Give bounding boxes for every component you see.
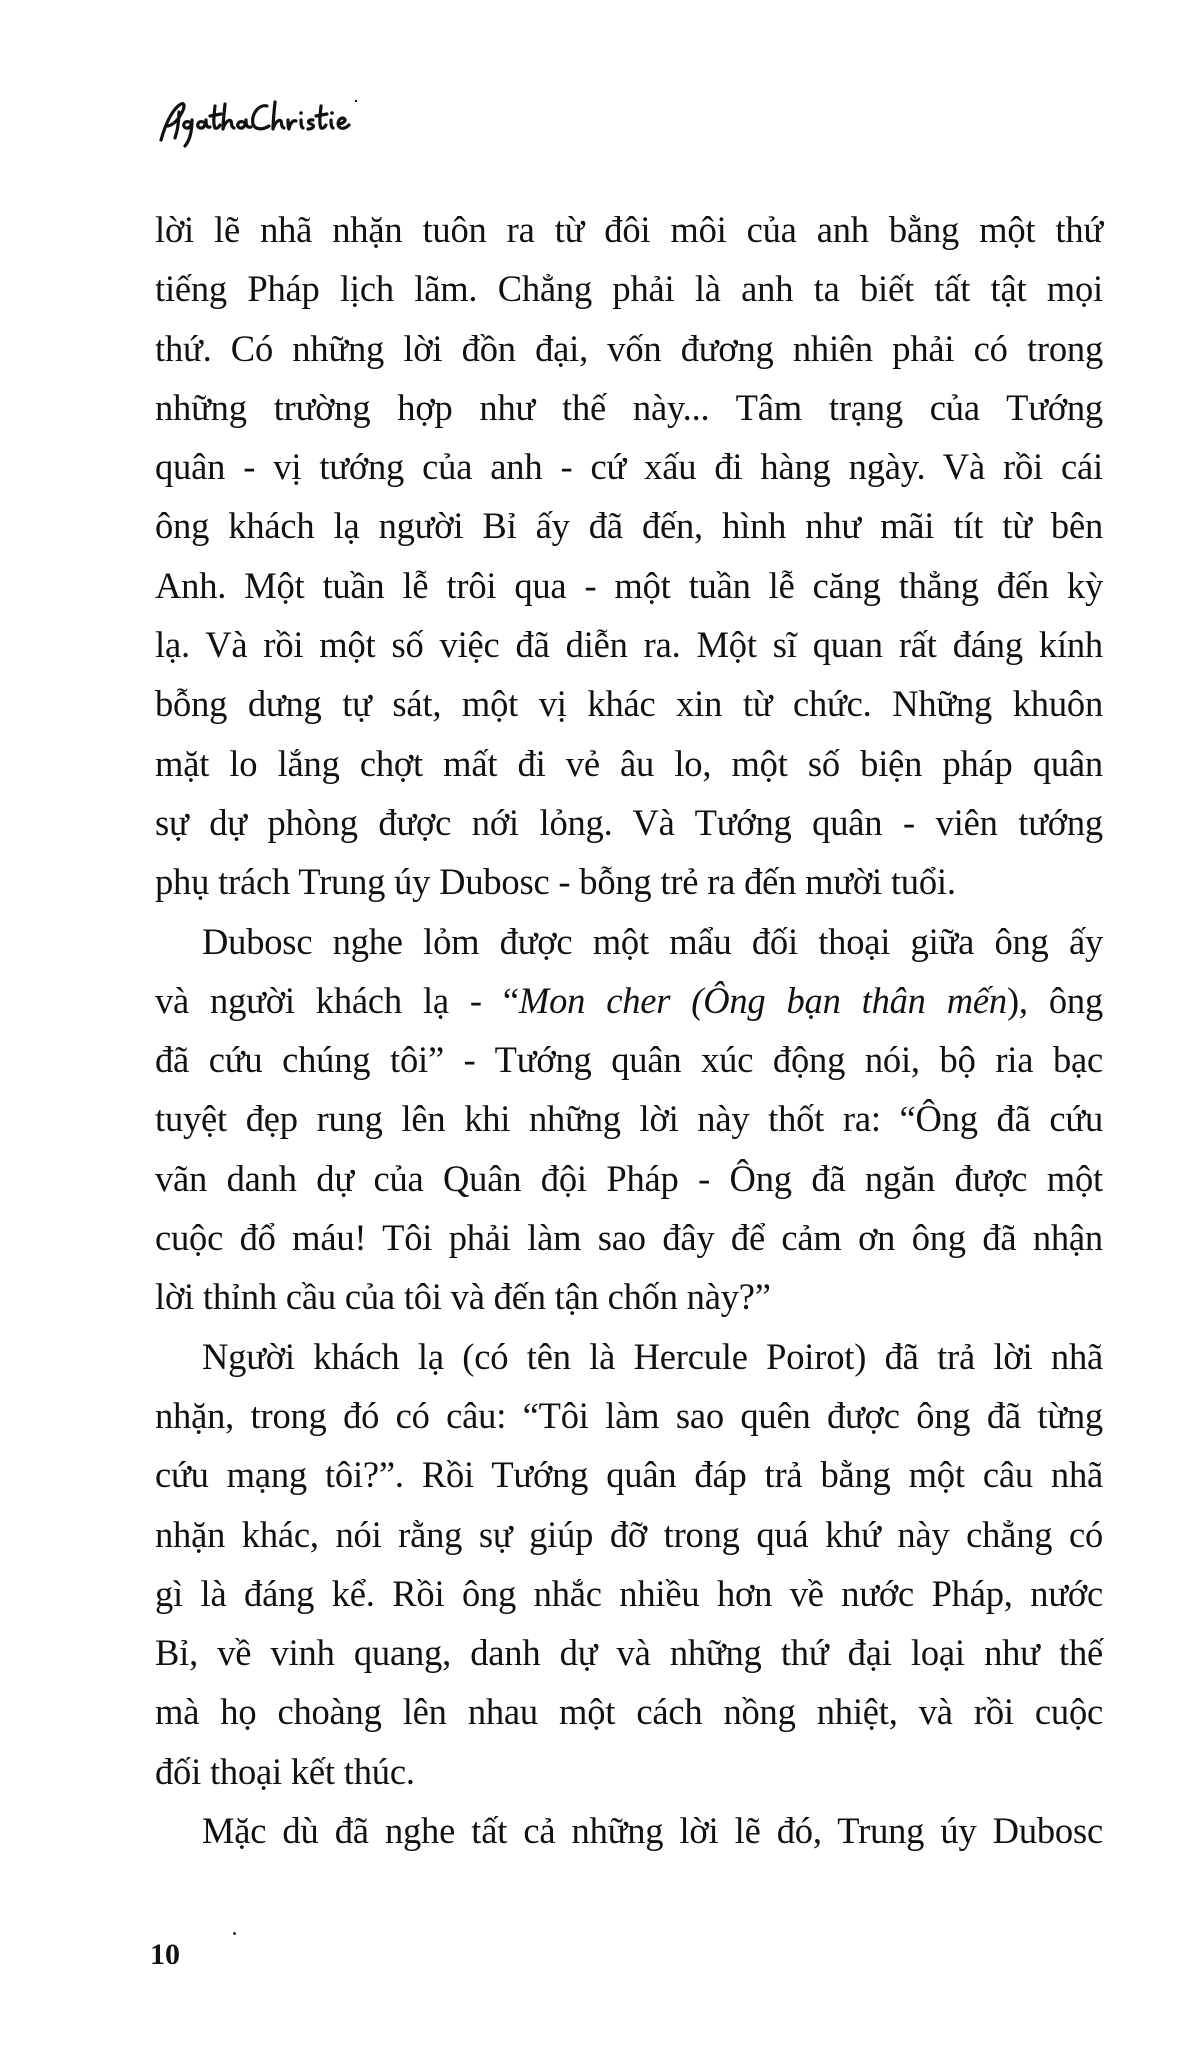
text-line: mà họ choàng lên nhau một cách nồng nhiệt, và rồi cuộc — [155, 1691, 1103, 1733]
text-line: thứ. Có những lời đồn đại, vốn đương nhiên phải có trong — [155, 327, 1103, 369]
text-line: bỗng dưng tự sát, một vị khác xin từ chức. Những khuôn — [155, 683, 1103, 725]
text-line: những trường hợp như thế này... Tâm trạng của Tướng — [155, 386, 1103, 428]
author-signature — [155, 92, 365, 148]
text-line: Bỉ, về vinh quang, danh dự và những thứ đại loại như thế — [155, 1632, 1103, 1674]
text-line: mặt lo lắng chợt mất đi vẻ âu lo, một số biện pháp quân — [155, 742, 1103, 784]
text-line: Anh. Một tuần lễ trôi qua - một tuần lễ căng thẳng đến kỳ — [155, 564, 1103, 606]
text-line: đã cứu chúng tôi” - Tướng quân xúc động nói, bộ ria bạc — [155, 1039, 1103, 1081]
print-speck — [233, 1932, 236, 1935]
text-line: ông khách lạ người Bỉ ấy đã đến, hình như mãi tít từ bên — [155, 505, 1103, 547]
text-line: cứu mạng tôi?”. Rồi Tướng quân đáp trả bằng một câu nhã — [155, 1454, 1103, 1496]
body-text — [155, 200, 1103, 1860]
text-line: lời lẽ nhã nhặn tuôn ra từ đôi môi của anh bằng một thứ — [155, 209, 1103, 250]
text-line: lạ. Và rồi một số việc đã diễn ra. Một sĩ quan rất đáng kính — [155, 624, 1103, 666]
text-line: gì là đáng kể. Rồi ông nhắc nhiều hơn về nước Pháp, nước — [155, 1572, 1103, 1614]
text-line: vãn danh dự của Quân đội Pháp - Ông đã ngăn được một — [155, 1157, 1103, 1199]
signature-icon — [155, 92, 365, 148]
paragraph-start-line: Người khách lạ (có tên là Hercule Poirot) đã trả lời nhã — [202, 1335, 1103, 1377]
text-run: ), ông — [1006, 979, 1103, 1021]
italic-phrase: Mon cher (Ông bạn thân mến — [518, 979, 1007, 1021]
text-line: nhặn khác, nói rằng sự giúp đỡ trong quá khứ này chẳng có — [155, 1513, 1103, 1555]
text-run: và người khách lạ - “ — [155, 979, 519, 1021]
text-line: cuộc đổ máu! Tôi phải làm sao đây để cảm ơn ông đã nhận — [155, 1217, 1103, 1259]
text-line: nhặn, trong đó có câu: “Tôi làm sao quên được ông đã từng — [155, 1394, 1103, 1436]
text-line: lời thỉnh cầu của tôi và đến tận chốn này?” — [155, 1276, 771, 1318]
paragraph-start-line: Dubosc nghe lỏm được một mẩu đối thoại giữa ông ấy — [202, 920, 1103, 962]
text-line: tuyệt đẹp rung lên khi những lời này thốt ra: “Ông đã cứu — [155, 1098, 1103, 1140]
text-line: đối thoại kết thúc. — [155, 1750, 415, 1792]
text-line — [155, 971, 1103, 1030]
text-line: quân - vị tướng của anh - cứ xấu đi hàng ngày. Và rồi cái — [155, 446, 1103, 488]
text-line: phụ trách Trung úy Dubosc - bỗng trẻ ra đến mười tuổi. — [155, 861, 956, 903]
paragraph-start-line: Mặc dù đã nghe tất cả những lời lẽ đó, Trung úy Dubosc — [202, 1810, 1103, 1852]
text-line: tiếng Pháp lịch lãm. Chẳng phải là anh ta biết tất tật mọi — [155, 268, 1103, 310]
text-line: sự dự phòng được nới lỏng. Và Tướng quân - viên tướng — [155, 801, 1103, 843]
page-number: 10 — [150, 1938, 180, 1971]
